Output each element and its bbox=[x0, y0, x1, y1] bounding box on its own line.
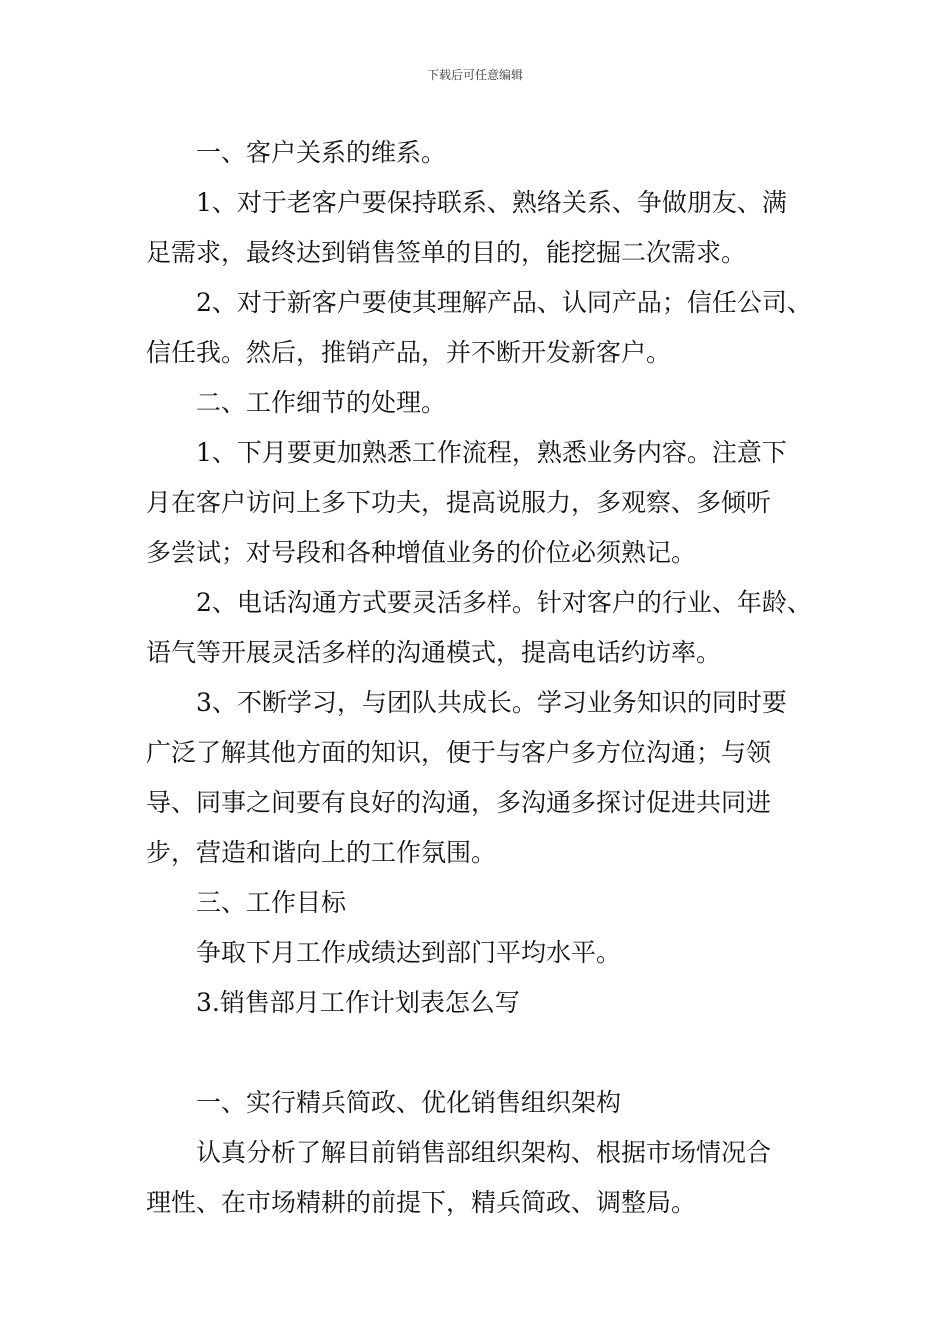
paragraph-line: 1、对于老客户要保持联系、熟络关系、争做朋友、满 bbox=[196, 188, 787, 217]
paragraph-line: 多尝试；对号段和各种增值业务的价位必须熟记。 bbox=[146, 538, 697, 567]
paragraph-line: 广泛了解其他方面的知识，便于与客户多方位沟通；与领 bbox=[146, 738, 772, 767]
paragraph-line: 1、下月要更加熟悉工作流程，熟悉业务内容。注意下 bbox=[196, 438, 787, 467]
page-header: 下载后可任意编辑 bbox=[426, 68, 523, 82]
paragraph-line: 导、同事之间要有良好的沟通，多沟通多探讨促进共同进 bbox=[146, 788, 772, 817]
section-title: 3.销售部月工作计划表怎么写 bbox=[196, 988, 520, 1017]
section-heading-1: 一、客户关系的维系。 bbox=[196, 138, 447, 167]
paragraph-line: 2、电话沟通方式要灵活多样。针对客户的行业、年龄、 bbox=[196, 588, 812, 617]
paragraph-line: 争取下月工作成绩达到部门平均水平。 bbox=[196, 938, 622, 967]
paragraph-line: 2、对于新客户要使其理解产品、认同产品；信任公司、 bbox=[196, 288, 812, 317]
paragraph-line: 信任我。然后，推销产品，并不断开发新客户。 bbox=[146, 338, 672, 367]
paragraph-line: 步，营造和谐向上的工作氛围。 bbox=[146, 838, 497, 867]
paragraph-line: 月在客户访问上多下功夫，提高说服力，多观察、多倾听 bbox=[146, 488, 772, 517]
paragraph-line: 3、不断学习，与团队共成长。学习业务知识的同时要 bbox=[196, 688, 787, 717]
paragraph-line: 语气等开展灵活多样的沟通模式，提高电话约访率。 bbox=[146, 638, 722, 667]
paragraph-line: 足需求，最终达到销售签单的目的，能挖掘二次需求。 bbox=[146, 238, 747, 267]
section-heading-2: 二、工作细节的处理。 bbox=[196, 388, 447, 417]
section-heading-4: 一、实行精兵简政、优化销售组织架构 bbox=[196, 1088, 622, 1117]
paragraph-line: 认真分析了解目前销售部组织架构、根据市场情况合 bbox=[196, 1138, 772, 1167]
paragraph-line: 理性、在市场精耕的前提下，精兵简政、调整局。 bbox=[146, 1188, 697, 1217]
section-heading-3: 三、工作目标 bbox=[196, 888, 347, 917]
